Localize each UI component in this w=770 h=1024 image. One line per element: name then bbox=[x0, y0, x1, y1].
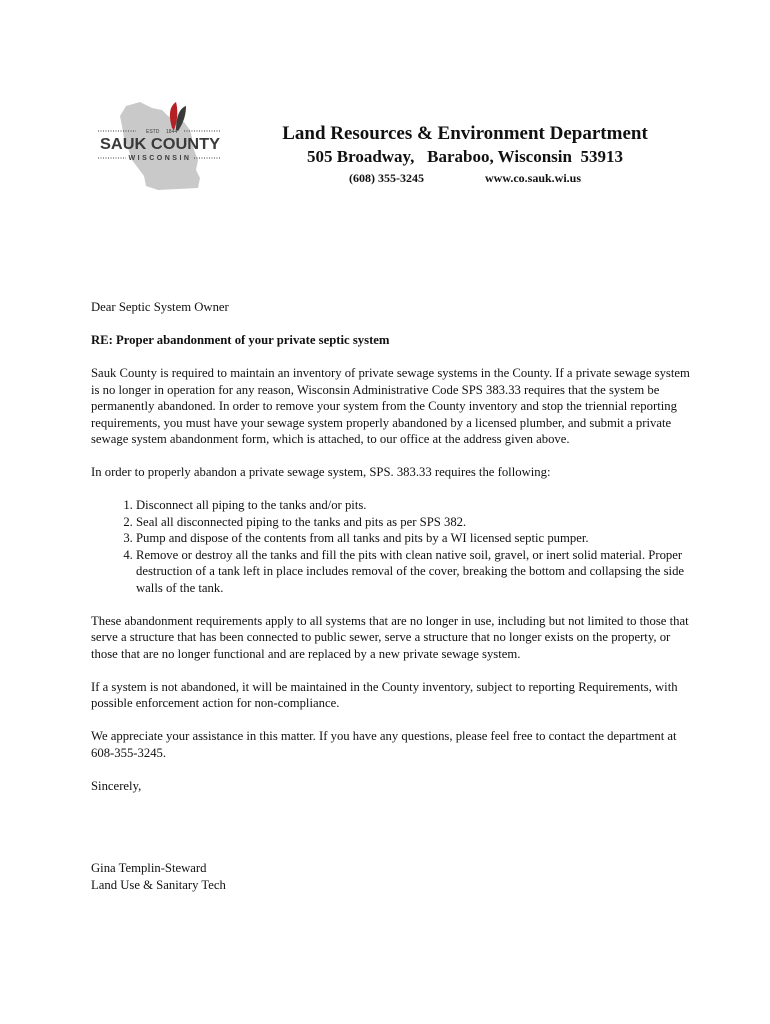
logo-year: 1844 bbox=[166, 129, 178, 135]
re-line: RE: Proper abandonment of your private septic system bbox=[91, 333, 390, 347]
logo-name-sub: WISCONSIN bbox=[128, 155, 192, 162]
list-item: 3. Pump and dispose of the contents from all tanks and pits by a WI licensed septic pumper. bbox=[136, 530, 697, 547]
letter-body bbox=[91, 299, 697, 893]
sauk-county-logo bbox=[96, 98, 224, 194]
paragraph-not-abandoned: If a system is not abandoned, it will be maintained in the County inventory, subject to reporting Requirements, with possible enforcement action for non-compliance. bbox=[91, 679, 678, 710]
signer-title: Land Use & Sanitary Tech bbox=[91, 877, 226, 892]
department-address: 505 Broadway, Baraboo, Wisconsin 53913 bbox=[307, 147, 623, 166]
list-item: 2. Seal all disconnected piping to the tanks and pits as per SPS 382. bbox=[136, 514, 697, 531]
sauk-county-logo-graphic bbox=[96, 98, 224, 194]
paragraph-requirements-intro: In order to properly abandon a private sewage system, SPS. 383.33 requires the following: bbox=[91, 465, 551, 479]
logo-name-main: SAUK COUNTY bbox=[100, 136, 221, 153]
letterhead bbox=[230, 122, 700, 186]
logo-estd: ESTD bbox=[146, 129, 160, 135]
contact-line bbox=[230, 170, 700, 186]
paragraph-inventory: Sauk County is required to maintain an inventory of private sewage systems in the County. If a private sewage system is no longer in operation for any reason, Wisconsin Administrative Code SPS 383.33 requires that the system be permanently abandoned. In order to remove your system from the County inventory and stop the triennial reporting requirements, you must have your sewage system properly abandoned by a licensed plumber, and submit a private sewage system abandonment form, which is attached, to our office at the address given above. bbox=[91, 366, 690, 446]
website-link[interactable]: www.co.sauk.wi.us bbox=[484, 171, 582, 185]
list-item: 4. Remove or destroy all the tanks and fill the pits with clean native soil, gravel, or inert solid material. Proper destruction of a tank left in place includes removal of the cover, breaking the bottom and collapsing the side walls of the tank. bbox=[136, 547, 697, 597]
paragraph-contact: We appreciate your assistance in this matter. If you have any questions, please feel free to contact the department at 608-355-3245. bbox=[91, 729, 677, 760]
requirements-list bbox=[91, 497, 697, 596]
signer-name: Gina Templin-Steward bbox=[91, 861, 207, 875]
closing: Sincerely, bbox=[91, 778, 142, 793]
list-item: 1. Disconnect all piping to the tanks and/or pits. bbox=[136, 497, 697, 514]
signature-block bbox=[91, 860, 697, 893]
phone-number: (608) 355-3245 bbox=[348, 171, 424, 185]
salutation: Dear Septic System Owner bbox=[91, 300, 229, 314]
department-name: Land Resources & Environment Department bbox=[282, 123, 648, 144]
paragraph-applicability: These abandonment requirements apply to all systems that are no longer in use, including but not limited to those that serve a structure that has been connected to public sewer, serve a structure that no longer exists on the property, or those that are no longer functional and are replaced by a new private sewage system. bbox=[91, 613, 689, 661]
